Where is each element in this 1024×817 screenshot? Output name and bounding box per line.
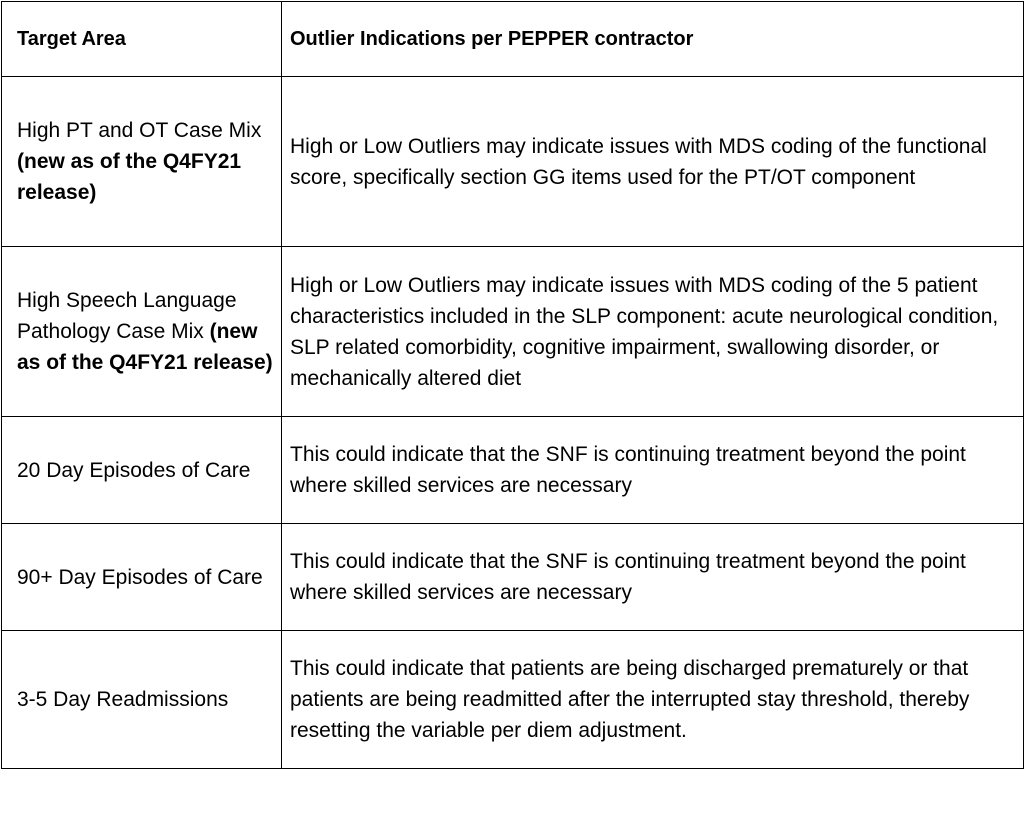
outlier-indication-cell: This could indicate that patients are being discharged prematurely or that patients are being readmitted after the interrupted stay threshold, thereby resetting the variable per diem adjustment. (282, 631, 1024, 769)
target-area-cell (2, 247, 282, 417)
header-outlier-indications: Outlier Indications per PEPPER contractor (282, 2, 1024, 77)
outlier-table (1, 1, 1024, 769)
target-area-label: 20 Day Episodes of Care (17, 458, 251, 482)
table-row (2, 77, 1024, 247)
table-header-row (2, 2, 1024, 77)
target-area-label: 3-5 Day Readmissions (17, 688, 229, 711)
target-area-label: High Speech Language Pathology Case Mix (17, 289, 237, 343)
target-area-note: (new as of the Q4FY21 release) (17, 150, 242, 204)
table-row (2, 631, 1024, 769)
target-area-cell (2, 631, 282, 769)
target-area-label: High PT and OT Case Mix (17, 119, 262, 142)
outlier-indication-cell: High or Low Outliers may indicate issues with MDS coding of the 5 patient characteristics included in the SLP component: acute neurological condition, SLP related comorbidity, cognitive impairment, swallowing disorder, or mechanically altered diet (282, 247, 1024, 417)
target-area-cell (2, 77, 282, 247)
header-target-area: Target Area (2, 2, 282, 77)
target-area-cell (2, 417, 282, 524)
table-row (2, 524, 1024, 631)
target-area-note: (new as of the Q4FY21 release) (17, 320, 273, 374)
table-row (2, 417, 1024, 524)
outlier-indication-cell: This could indicate that the SNF is continuing treatment beyond the point where skilled services are necessary (282, 524, 1024, 631)
outlier-indication-cell: High or Low Outliers may indicate issues with MDS coding of the functional score, specifically section GG items used for the PT/OT component (282, 77, 1024, 247)
target-area-cell (2, 524, 282, 631)
table-row (2, 247, 1024, 417)
target-area-label: 90+ Day Episodes of Care (17, 565, 263, 589)
outlier-indication-cell: This could indicate that the SNF is continuing treatment beyond the point where skilled services are necessary (282, 417, 1024, 524)
